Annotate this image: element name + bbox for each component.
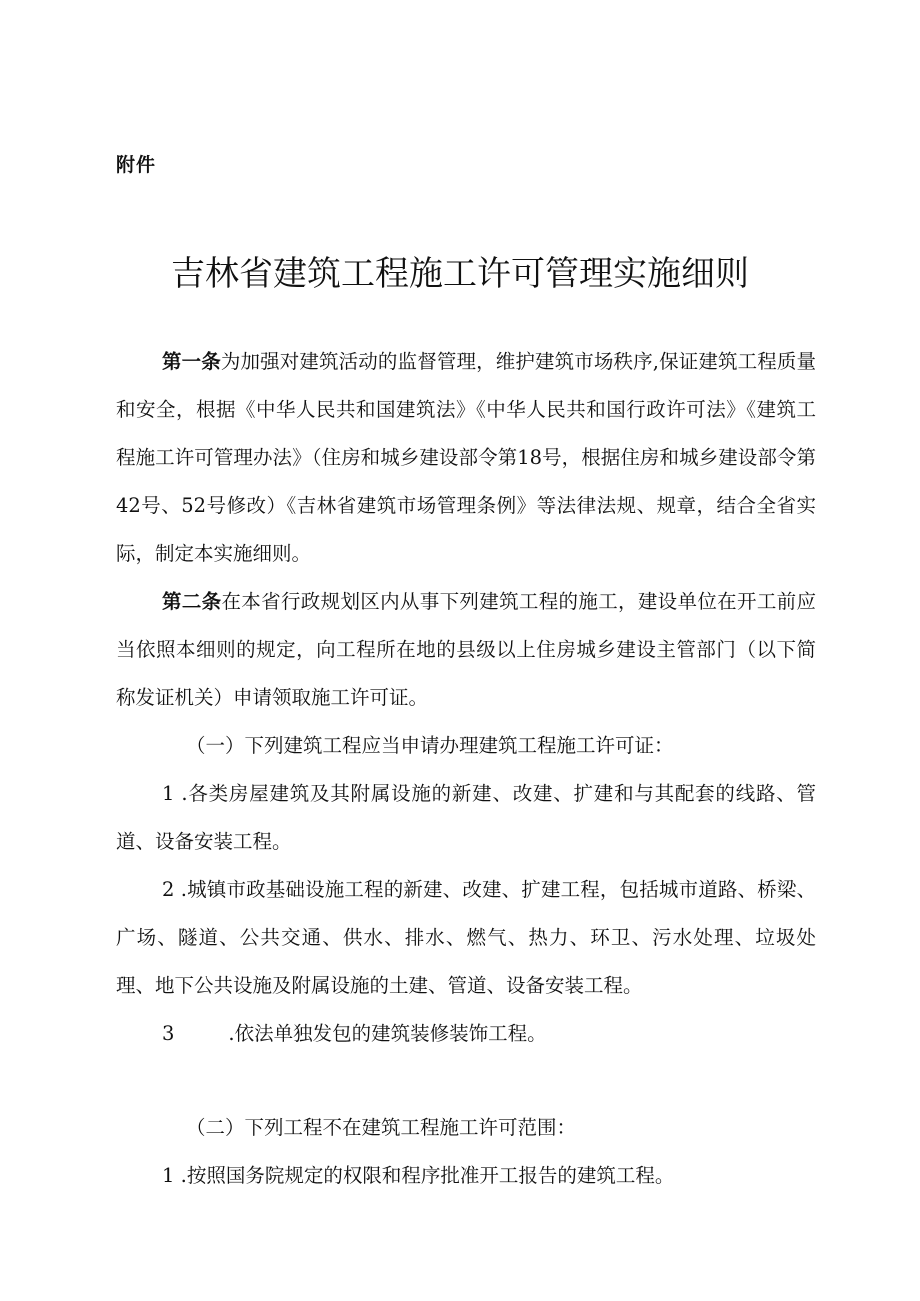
item-number: 1: [162, 782, 175, 805]
article-2-paragraph: [116, 578, 816, 722]
item-text: .按照国务院规定的权限和程序批准开工报告的建筑工程。: [180, 1164, 675, 1187]
document-title: 吉林省建筑工程施工许可管理实施细则: [171, 254, 749, 294]
section-2-item: [116, 1152, 816, 1200]
item-text: .城镇市政基础设施工程的新建、改建、扩建工程，包括城市道路、桥梁、广场、隧道、公共交通、供水、排水、燃气、热力、环卫、污水处理、垃圾处理、地下公共设施及附属设施的土建、管道、设备安装工程。: [116, 878, 816, 997]
section-1-item: [116, 1010, 816, 1058]
section-1-item: [116, 770, 816, 866]
item-text: .各类房屋建筑及其附属设施的新建、改建、扩建和与其配套的线路、管道、设备安装工程。: [116, 782, 817, 853]
article-1-lead: 第一条: [162, 350, 221, 373]
section-1-heading: （一）下列建筑工程应当申请办理建筑工程施工许可证：: [186, 734, 674, 757]
article-1-paragraph: [116, 338, 816, 578]
article-2-text: 在本省行政规划区内从事下列建筑工程的施工，建设单位在开工前应当依照本细则的规定，向工程所在地的县级以上住房城乡建设主管部门（以下简称发证机关）申请领取施工许可证。: [116, 590, 816, 709]
section-2-heading: （二）下列工程不在建筑工程施工许可范围：: [186, 1116, 577, 1139]
item-number: 3: [162, 1022, 175, 1045]
article-1-text: 为加强对建筑活动的监督管理，维护建筑市场秩序,保证建筑工程质量和安全，根据《中华人民共和国建筑法》《中华人民共和国行政许可法》《建筑工程施工许可管理办法》（住房和城乡建设部令第18号，根据住房和城乡建设部令第42号、52号修改）《吉林省建筑市场管理条例》等法律法规、规章，结合全省实际，制定本实施细则。: [116, 350, 816, 565]
section-1-item: [116, 866, 816, 1010]
item-number: 2: [162, 878, 175, 901]
attachment-label: 附件: [116, 154, 157, 176]
article-2-lead: 第二条: [162, 590, 222, 613]
item-text: .依法单独发包的建筑装修装饰工程。: [228, 1022, 547, 1045]
item-number: 1: [162, 1164, 175, 1187]
